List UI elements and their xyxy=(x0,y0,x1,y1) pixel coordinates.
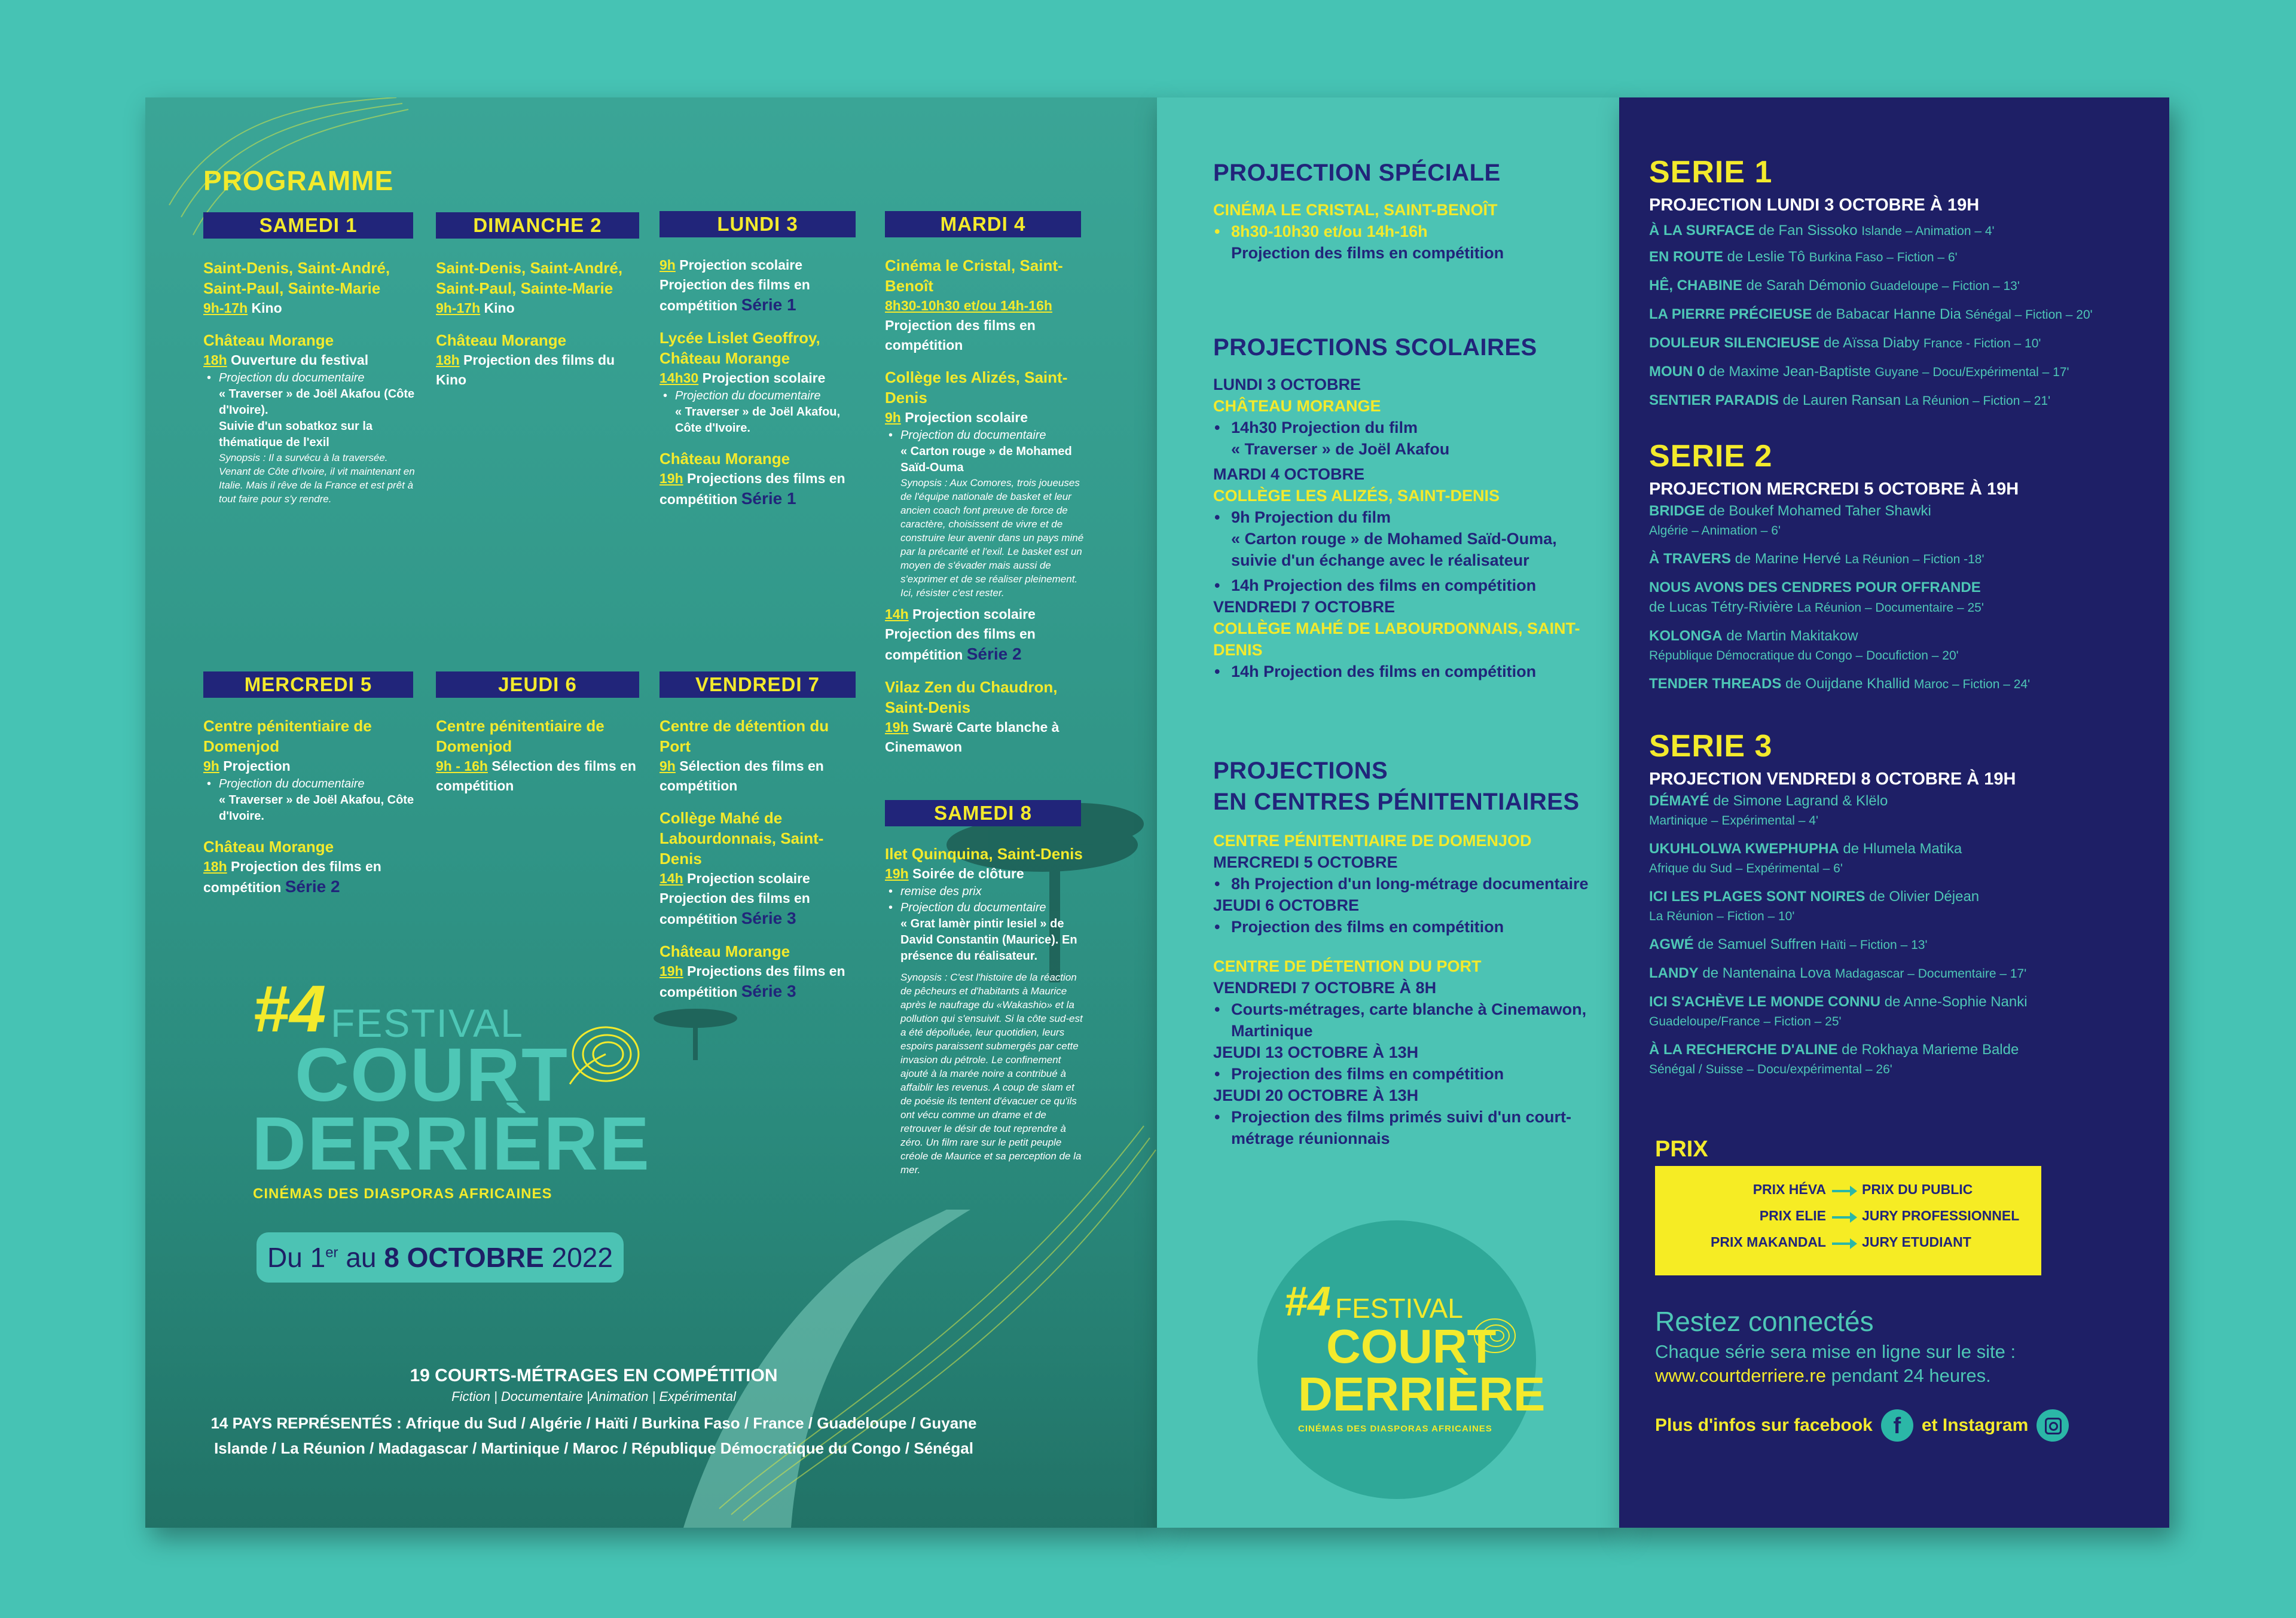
events-lundi-3 xyxy=(660,255,860,509)
film-title: LANDY xyxy=(1649,965,1699,981)
day-label: MERCREDI 5 OCTOBRE xyxy=(1213,853,1398,871)
footer-countries-1: 14 PAYS REPRÉSENTÉS : Afrique du Sud / Algérie / Haïti / Burkina Faso / France / Guadeloupe / Guyane xyxy=(210,1414,977,1432)
footer-countries-2: Islande / La Réunion / Madagascar / Martinique / Maroc / République Démocratique du Congo / Sénégal xyxy=(214,1439,973,1457)
film-entry xyxy=(1649,935,2151,955)
film-title: UKUHLOLWA KWEPHUPHA xyxy=(1649,841,1839,857)
film-entry xyxy=(1649,390,2151,411)
event-text: Projection des films du Kino xyxy=(436,352,615,387)
schedule-item: • 9h Projection du film xyxy=(1213,506,1602,528)
time: 19h xyxy=(885,866,909,881)
film-title: HÊ, CHABINE xyxy=(1649,277,1743,294)
film-meta: Guadeloupe/France – Fiction – 25' xyxy=(1649,1015,1842,1028)
events-dimanche-2 xyxy=(436,258,639,390)
day-label: JEUDI 13 OCTOBRE À 13H xyxy=(1213,1043,1419,1061)
dates-bold: 8 OCTOBRE xyxy=(384,1242,544,1273)
prix-name: PRIX HÉVA xyxy=(1752,1182,1826,1197)
spiral-icon xyxy=(564,1018,642,1090)
venue: Château Morange xyxy=(203,838,334,856)
day-header-dimanche-2: DIMANCHE 2 xyxy=(436,212,639,239)
film-director: de Fan Sissoko xyxy=(1754,222,1862,239)
film-meta: Haïti – Fiction – 13' xyxy=(1820,938,1928,952)
event-text: Kino xyxy=(480,300,515,316)
venue: Château Morange xyxy=(436,331,567,349)
events-samedi-8 xyxy=(885,844,1088,1177)
event-text: Sélection des films en compétition xyxy=(436,758,636,793)
day-header-samedi-1: SAMEDI 1 xyxy=(203,212,413,239)
day-label: LUNDI 3 OCTOBRE xyxy=(1213,376,1361,393)
film-director: de Nantenaina Lova xyxy=(1698,965,1835,981)
film-title: ICI S'ACHÈVE LE MONDE CONNU xyxy=(1649,994,1881,1010)
schedule-item: • 14h Projection des films en compétition xyxy=(1213,661,1602,682)
film-entry xyxy=(1649,1040,2151,1079)
film-entry xyxy=(1649,221,2151,241)
film-entry xyxy=(1649,501,2151,541)
film-director: de Boukef Mohamed Taher Shawki xyxy=(1705,503,1931,519)
chaque-serie-text: Chaque série sera mise en ligne sur le site : xyxy=(1655,1341,2016,1362)
film-director: de Simone Lagrand & Klëlo xyxy=(1709,793,1888,809)
film-director: de Lucas Tétry-Rivière xyxy=(1649,599,1797,615)
synopsis: Synopsis : Aux Comores, trois joueuses de l'équipe nationale de basket et leur ancien coach font preuve de force de caractère, choisissent de vivre et de construire leur avenir dans un pays miné par la précarité et l'exil. Le basket est un moyen de s'évader mais aussi de s'exprimer et de se réaliser pleinement. Ici, résister c'est rester. xyxy=(900,477,1084,599)
event-text: Projection scolaire Projection des films en compétition xyxy=(660,257,810,313)
spiral-icon xyxy=(1470,1313,1518,1361)
serie-label: Série 2 xyxy=(285,877,340,896)
venue: Centre pénitentiaire de Domenjod xyxy=(436,717,604,755)
programme-panel xyxy=(145,97,1157,1528)
film-meta: La Réunion – Fiction – 10' xyxy=(1649,909,1795,923)
serie-2-list xyxy=(1649,477,2151,694)
time: 18h xyxy=(436,352,460,368)
event-text: Swarë Carte blanche à Cinemawon xyxy=(885,719,1060,755)
film-director: de Hlumela Matika xyxy=(1839,841,1962,857)
event-text: Sélection des films en compétition xyxy=(660,758,824,793)
day-label: JEUDI 20 OCTOBRE À 13H xyxy=(1213,1086,1419,1104)
time: 19h xyxy=(885,719,909,735)
venue: Ilet Quinquina, Saint-Denis xyxy=(885,845,1083,863)
badge-court-word: COURT xyxy=(1326,1320,1497,1373)
programme-footer xyxy=(199,1364,988,1461)
time: 9h-17h xyxy=(436,300,481,316)
film-title: KOLONGA xyxy=(1649,628,1723,644)
edition-number: #4 xyxy=(253,972,326,1046)
schedule-item: • Projection des films en compétition xyxy=(1213,916,1602,938)
time: 8h30-10h30 et/ou 14h-16h xyxy=(885,298,1052,313)
event-detail: • remise des prix xyxy=(885,884,1088,900)
schedule-item-detail: « Traverser » de Joël Akafou xyxy=(1231,440,1450,458)
event-detail: « Grat lamèr pintir lesiel » de David Constantin (Maurice). En présence du réalisateur. xyxy=(900,917,1077,963)
film-entry xyxy=(1649,333,2151,353)
time: 9h-17h xyxy=(203,300,248,316)
film-entry xyxy=(1649,362,2151,382)
film-director: de Sarah Démonio xyxy=(1742,277,1870,294)
film-meta: Algérie – Animation – 6' xyxy=(1649,524,1781,538)
film-entry xyxy=(1649,839,2151,878)
prix-jury: PRIX DU PUBLIC xyxy=(1862,1182,1973,1197)
day-header-jeudi-6: JEUDI 6 xyxy=(436,671,639,698)
film-title: DOULEUR SILENCIEUSE xyxy=(1649,335,1820,351)
film-meta: France - Fiction – 10' xyxy=(1923,337,2041,350)
film-director: de Lauren Ransan xyxy=(1778,392,1905,408)
serie-label: Série 1 xyxy=(741,489,796,508)
event-detail: Suivie d'un sobatkoz sur la thématique de l'exil xyxy=(219,420,373,449)
film-entry xyxy=(1649,791,2151,831)
venue: Collège les Alizés, Saint-Denis xyxy=(885,368,1068,407)
time: 18h xyxy=(203,352,227,368)
film-title: DÉMAYÉ xyxy=(1649,793,1709,809)
festival-badge xyxy=(1257,1220,1546,1499)
day-header-mercredi-5: MERCREDI 5 xyxy=(203,671,413,698)
event-text: Soirée de clôture xyxy=(908,866,1024,881)
event-text: Projections des films en compétition xyxy=(660,963,845,1000)
film-entry xyxy=(1649,674,2151,694)
film-director: de Ouijdane Khallid xyxy=(1781,676,1914,692)
film-entry xyxy=(1649,578,2151,618)
event-detail: • Projection du documentaire xyxy=(885,900,1088,916)
film-meta: Guyane – Docu/Expérimental – 17' xyxy=(1874,365,2069,379)
venue: Collège Mahé de Labourdonnais, Saint-Denis xyxy=(660,809,824,868)
film-director: de Olivier Déjean xyxy=(1865,889,1980,905)
event-text: Projections des films en compétition xyxy=(660,471,845,507)
logo-tagline: CINÉMAS DES DIASPORAS AFRICAINES xyxy=(253,1186,552,1202)
dates-prefix: Du 1 xyxy=(267,1242,326,1273)
film-entry xyxy=(1649,626,2151,665)
venue: COLLÈGE LES ALIZÉS, SAINT-DENIS xyxy=(1213,487,1500,505)
time: 19h xyxy=(660,471,683,486)
schedule-item-detail: « Carton rouge » de Mohamed Saïd-Ouma, suivie d'un échange avec le réalisateur xyxy=(1231,530,1557,569)
dates-year: 2022 xyxy=(544,1242,613,1273)
day-label: MARDI 4 OCTOBRE xyxy=(1213,465,1365,483)
event-text: Projection scolaire Projection des films en compétition xyxy=(660,871,810,927)
arrow-icon xyxy=(1832,1242,1855,1245)
festival-logo xyxy=(252,972,671,1228)
instagram-text: et Instagram xyxy=(1921,1415,2029,1435)
time: 9h - 16h xyxy=(436,758,488,774)
film-meta: Sénégal / Suisse – Docu/expérimental – 26' xyxy=(1649,1063,1892,1076)
badge-tagline: CINÉMAS DES DIASPORAS AFRICAINES xyxy=(1298,1424,1492,1434)
dates-mid: au xyxy=(338,1242,384,1273)
prix-title: PRIX xyxy=(1655,1137,1708,1162)
film-meta: La Réunion – Fiction -18' xyxy=(1845,552,1984,566)
serie-3-title: SERIE 3 xyxy=(1649,729,1773,764)
serie-1-list xyxy=(1649,193,2151,411)
prix-jury: JURY ETUDIANT xyxy=(1862,1234,1971,1250)
film-title: TENDER THREADS xyxy=(1649,676,1782,692)
event-detail: « Traverser » de Joël Akafou (Côte d'Ivoire). xyxy=(219,387,415,417)
film-director: de Aïssa Diaby xyxy=(1819,335,1923,351)
restez-connectes: Restez connectés xyxy=(1655,1306,1874,1337)
event-text: Projection xyxy=(219,758,291,774)
time: 9h xyxy=(203,758,219,774)
prix-box xyxy=(1655,1166,2041,1275)
schedule-item: • 8h30-10h30 et/ou 14h-16h xyxy=(1213,221,1596,242)
schedule-item: • Projection des films primés suivi d'un court-métrage réunionnais xyxy=(1213,1106,1602,1149)
events-mercredi-5 xyxy=(203,716,416,897)
footer-count: 19 COURTS-MÉTRAGES EN COMPÉTITION xyxy=(410,1366,778,1385)
film-meta: Guadeloupe – Fiction – 13' xyxy=(1870,279,2020,293)
film-title: MOUN 0 xyxy=(1649,364,1705,380)
venue: Vilaz Zen du Chaudron, Saint-Denis xyxy=(885,678,1058,716)
film-title: SENTIER PARADIS xyxy=(1649,392,1779,408)
film-title: AGWÉ xyxy=(1649,936,1694,953)
film-entry xyxy=(1649,887,2151,926)
film-director: de Maxime Jean-Baptiste xyxy=(1705,364,1875,380)
schedule-item: • Courts-métrages, carte blanche à Cinemawon, Martinique xyxy=(1213,999,1602,1042)
film-meta: Burkina Faso – Fiction – 6' xyxy=(1809,251,1958,264)
film-title: À LA RECHERCHE D'ALINE xyxy=(1649,1042,1838,1058)
film-meta: Martinique – Expérimental – 4' xyxy=(1649,814,1818,828)
serie-label: Série 3 xyxy=(741,982,796,1000)
serie-1-title: SERIE 1 xyxy=(1649,155,1773,190)
film-title: ICI LES PLAGES SONT NOIRES xyxy=(1649,889,1866,905)
serie-projection-date: PROJECTION VENDREDI 8 OCTOBRE À 19H xyxy=(1649,770,2016,789)
venue: Saint-Denis, Saint-André, Saint-Paul, Sainte-Marie xyxy=(203,259,390,297)
film-director: de Martin Makitakow xyxy=(1722,628,1858,644)
serie-label: Série 1 xyxy=(741,295,796,314)
film-entry xyxy=(1649,549,2151,569)
time: 14h xyxy=(660,871,683,886)
logo-court-word: COURT xyxy=(295,1033,569,1117)
projections-scolaires-title: PROJECTIONS SCOLAIRES xyxy=(1213,334,1537,361)
day-label: VENDREDI 7 OCTOBRE À 8H xyxy=(1213,979,1437,997)
film-meta: Sénégal – Fiction – 20' xyxy=(1965,308,2093,322)
dates-sup: er xyxy=(325,1244,338,1261)
event-detail: • Projection du documentaire xyxy=(885,428,1088,444)
badge-derriere-word: DERRIÈRE xyxy=(1298,1367,1546,1421)
film-meta: République Démocratique du Congo – Docufiction – 20' xyxy=(1649,649,1959,663)
event-detail: « Carton rouge » de Mohamed Saïd-Ouma xyxy=(900,445,1072,474)
series-panel xyxy=(1619,97,2169,1528)
title-line-1: PROJECTIONS xyxy=(1213,758,1388,784)
film-entry xyxy=(1649,963,2151,984)
badge-festival-word: FESTIVAL xyxy=(1335,1293,1463,1324)
venue: Château Morange xyxy=(660,942,790,960)
event-detail: • Projection du documentaire xyxy=(203,776,416,792)
instagram-icon[interactable] xyxy=(2037,1409,2069,1442)
film-title: À LA SURFACE xyxy=(1649,222,1755,239)
film-director: de Leslie Tô xyxy=(1723,249,1809,265)
festival-dates-pill xyxy=(257,1232,624,1283)
film-director: de Babacar Hanne Dia xyxy=(1812,306,1965,322)
prix-jury: JURY PROFESSIONNEL xyxy=(1862,1208,2020,1223)
venue: Lycée Lislet Geoffroy, Château Morange xyxy=(660,329,820,367)
film-entry xyxy=(1649,304,2151,325)
schedule-item: • Projection des films en compétition xyxy=(1213,1063,1602,1085)
title-line-2: EN CENTRES PÉNITENTIAIRES xyxy=(1213,789,1580,815)
arrow-icon xyxy=(1832,1190,1855,1192)
prix-name: PRIX ELIE xyxy=(1759,1208,1826,1223)
venue: CENTRE DE DÉTENTION DU PORT xyxy=(1213,957,1482,975)
event-detail: « Traverser » de Joël Akafou, Côte d'Ivoire. xyxy=(675,405,841,435)
event-text: Projection des films en compétition xyxy=(885,318,1036,353)
serie-2-title: SERIE 2 xyxy=(1649,439,1773,474)
day-header-samedi-8: SAMEDI 8 xyxy=(885,800,1081,826)
centres-penitentiaires-block xyxy=(1213,830,1602,1149)
film-meta: Maroc – Fiction – 24' xyxy=(1913,677,2031,691)
film-entry xyxy=(1649,247,2151,267)
serie-projection-date: PROJECTION LUNDI 3 OCTOBRE À 19H xyxy=(1649,196,1980,215)
facebook-icon[interactable]: f xyxy=(1881,1409,1913,1442)
serie-projection-date: PROJECTION MERCREDI 5 OCTOBRE À 19H xyxy=(1649,480,2019,499)
venue: COLLÈGE MAHÉ DE LABOURDONNAIS, SAINT-DENIS xyxy=(1213,619,1580,659)
centres-penitentiaires-title xyxy=(1213,755,1580,817)
time: 9h xyxy=(660,758,676,774)
schedule-item-detail: Projection des films en compétition xyxy=(1231,244,1504,262)
venue: Château Morange xyxy=(203,331,334,349)
contact-block xyxy=(1655,1305,2157,1442)
projection-speciale-title: PROJECTION SPÉCIALE xyxy=(1213,160,1501,186)
film-title: EN ROUTE xyxy=(1649,249,1724,265)
projection-speciale-block xyxy=(1213,199,1596,264)
logo-derriere-word: DERRIÈRE xyxy=(252,1101,651,1186)
venue: Cinéma le Cristal, Saint-Benoît xyxy=(885,257,1063,295)
logo-festival-word: FESTIVAL xyxy=(331,1001,524,1045)
serie-label: Série 3 xyxy=(741,909,796,927)
time: 14h xyxy=(885,606,909,622)
event-detail: • Projection du documentaire xyxy=(660,388,860,404)
event-text: Projection scolaire xyxy=(698,370,826,386)
serie-3-list xyxy=(1649,767,2151,1079)
event-detail: « Traverser » de Joël Akafou, Côte d'Ivoire. xyxy=(219,793,414,823)
edition-number: #4 xyxy=(1284,1278,1331,1324)
footer-genres: Fiction | Documentaire |Animation | Expérimental xyxy=(451,1389,736,1404)
day-label: JEUDI 6 OCTOBRE xyxy=(1213,896,1360,914)
film-title: NOUS AVONS DES CENDRES POUR OFFRANDE xyxy=(1649,579,1981,596)
film-director: de Samuel Suffren xyxy=(1693,936,1821,953)
schedule-item: • 8h Projection d'un long-métrage documentaire xyxy=(1213,873,1602,895)
film-meta: Islande – Animation – 4' xyxy=(1861,224,1995,238)
serie-label: Série 2 xyxy=(966,645,1022,663)
synopsis: Synopsis : Il a survécu à la traversée. Venant de Côte d'Ivoire, il vit maintenant en Italie. Mais il rêve de la France et est prêt à tout faire pour s'y rendre. xyxy=(219,452,415,505)
facebook-text: Plus d'infos sur facebook xyxy=(1655,1415,1873,1435)
day-header-mardi-4: MARDI 4 xyxy=(885,211,1081,237)
synopsis: Synopsis : C'est l'histoire de la réaction de pêcheurs et d'habitants à Maurice après le naufrage du «Wakashio» et la pollution qui s'ensuivit. Si la côte sud-est a été dépolluée, leur quotidien, leurs espoirs paraissent submergés par cette invasion du pétrole. Le confinement ajouté à la marée noire a contribué à affaiblir les revenus. A coup de slam et de poésie ils tentent d'évacuer ce qu'ils ont vécu comme un drame et de retrouver le désir de tout reprendre à zéro. Un film rare sur le petit peuple créole de Maurice et sa perception de la mer. xyxy=(900,972,1083,1176)
film-title: LA PIERRE PRÉCIEUSE xyxy=(1649,306,1812,322)
film-meta: Madagascar – Documentaire – 17' xyxy=(1834,967,2027,981)
events-samedi-1 xyxy=(203,258,416,506)
time: 14h30 xyxy=(660,370,699,386)
event-text: Kino xyxy=(248,300,282,316)
day-header-vendredi-7: VENDREDI 7 xyxy=(660,671,856,698)
time: 9h xyxy=(660,257,676,273)
film-meta: La Réunion – Fiction – 21' xyxy=(1904,394,2051,408)
arrow-icon xyxy=(1832,1216,1855,1219)
day-header-lundi-3: LUNDI 3 xyxy=(660,211,856,237)
film-meta: Afrique du Sud – Expérimental – 6' xyxy=(1649,862,1843,875)
film-director: de Anne-Sophie Nanki xyxy=(1880,994,2028,1010)
venue: Centre de détention du Port xyxy=(660,717,829,755)
schedule-item: • 14h Projection des films en compétition xyxy=(1213,575,1602,596)
film-entry xyxy=(1649,276,2151,296)
film-entry xyxy=(1649,992,2151,1031)
event-detail: • Projection du documentaire xyxy=(203,370,416,386)
event-text: Ouverture du festival xyxy=(227,352,369,368)
day-label: VENDREDI 7 OCTOBRE xyxy=(1213,598,1396,616)
event-text: Projection scolaire Projection des films en compétition xyxy=(885,606,1036,663)
time: 9h xyxy=(885,410,901,425)
venue: CHÂTEAU MORANGE xyxy=(1213,397,1381,415)
schedule-item: • 14h30 Projection du film xyxy=(1213,417,1602,438)
site-url-suffix: pendant 24 heures. xyxy=(1825,1365,1991,1386)
programme-title: PROGRAMME xyxy=(203,165,394,196)
film-meta: La Réunion – Documentaire – 25' xyxy=(1797,601,1984,615)
projections-scolaires-block xyxy=(1213,374,1602,682)
time: 18h xyxy=(203,859,227,874)
venue: CINÉMA LE CRISTAL, SAINT-BENOÎT xyxy=(1213,201,1498,219)
projections-panel xyxy=(1157,97,1619,1528)
film-title: À TRAVERS xyxy=(1649,551,1731,567)
film-director: de Rokhaya Marieme Balde xyxy=(1837,1042,2019,1058)
film-director: de Marine Hervé xyxy=(1730,551,1845,567)
venue: Saint-Denis, Saint-André, Saint-Paul, Sainte-Marie xyxy=(436,259,623,297)
prix-name: PRIX MAKANDAL xyxy=(1711,1234,1826,1250)
events-mardi-4 xyxy=(885,255,1088,757)
venue: Centre pénitentiaire de Domenjod xyxy=(203,717,372,755)
venue: CENTRE PÉNITENTIAIRE DE DOMENJOD xyxy=(1213,832,1532,850)
events-vendredi-7 xyxy=(660,716,860,1002)
events-jeudi-6 xyxy=(436,716,639,796)
event-text: Projection des films en compétition xyxy=(203,859,381,895)
site-url-link[interactable]: www.courtderriere.re xyxy=(1655,1365,1826,1386)
event-text: Projection scolaire xyxy=(900,410,1028,425)
film-title: BRIDGE xyxy=(1649,503,1705,519)
venue: Château Morange xyxy=(660,450,790,468)
time: 19h xyxy=(660,963,683,979)
